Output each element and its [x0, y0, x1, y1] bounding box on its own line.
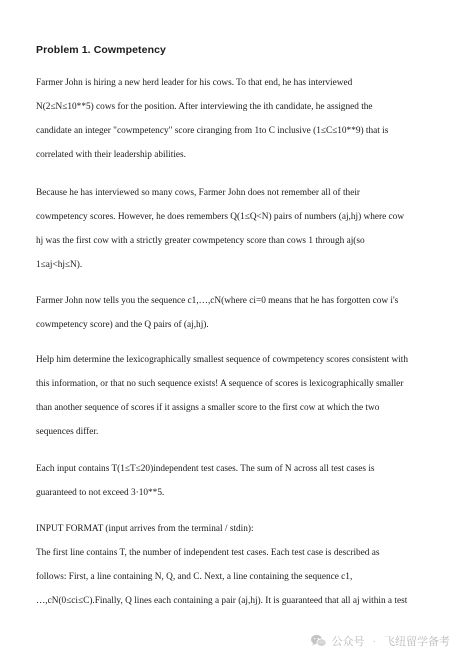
text-line: 1≤aj<hj≤N).: [36, 260, 83, 270]
text-line: Each input contains T(1≤T≤20)independent test cases. The sum of N across all test cases is: [36, 464, 375, 474]
text-line: sequences differ.: [36, 427, 99, 437]
text-line: correlated with their leadership abilities.: [36, 150, 186, 160]
text-line: candidate an integer "cowmpetency" score ciranging from 1to C inclusive (1≤C≤10**9) that is: [36, 126, 389, 136]
text-line: …,cN(0≤ci≤C).Finally, Q lines each containing a pair (aj,hj). It is guaranteed that all aj within a test: [36, 596, 408, 606]
watermark-separator: ·: [372, 634, 376, 648]
text-line: than another sequence of scores if it assigns a smaller score to the first cow at which the two: [36, 403, 380, 413]
paragraph-intro: [36, 71, 388, 167]
watermark-platform: 公众号: [331, 635, 365, 648]
text-line: follows: First, a line containing N, Q, and C. Next, a line containing the sequence c1,: [36, 572, 353, 582]
text-line: N(2≤N≤10**5) cows for the position. After interviewing the ith candidate, he assigned the: [36, 102, 373, 112]
paragraph-sequence: [36, 289, 398, 337]
text-line: this information, or that no such sequence exists! A sequence of scores is lexicographically smaller: [36, 379, 404, 389]
paragraph-memory: [36, 181, 404, 277]
text-line: guaranteed to not exceed 3·10**5.: [36, 488, 165, 498]
paragraph-input-format: [36, 517, 407, 613]
watermark: [310, 633, 451, 649]
input-format-heading: INPUT FORMAT (input arrives from the terminal / stdin):: [36, 524, 254, 534]
text-line: cowmpetency scores. However, he does remembers Q(1≤Q<N) pairs of numbers (aj,hj) where cow: [36, 212, 405, 222]
text-line: Farmer John now tells you the sequence c1,…,cN(where ci=0 means that he has forgotten cow i's: [36, 296, 399, 306]
text-line: Help him determine the lexicographically smallest sequence of cowmpetency scores consistent with: [36, 355, 409, 365]
text-line: Because he has interviewed so many cows, Farmer John does not remember all of their: [36, 188, 361, 198]
watermark-account: 飞纽留学备考: [384, 635, 450, 648]
text-line: hj was the first cow with a strictly greater cowmpetency score than cows 1 through aj(so: [36, 236, 365, 246]
text-line: cowmpetency score) and the Q pairs of (aj,hj).: [36, 320, 209, 330]
text-line: The first line contains T, the number of independent test cases. Each test case is described as: [36, 548, 380, 558]
problem-title: Problem 1. Cowmpetency: [36, 44, 166, 56]
wechat-icon: [310, 634, 327, 648]
paragraph-test-cases: [36, 457, 375, 505]
paragraph-task: [36, 348, 408, 444]
text-line: Farmer John is hiring a new herd leader for his cows. To that end, he has interviewed: [36, 78, 353, 88]
